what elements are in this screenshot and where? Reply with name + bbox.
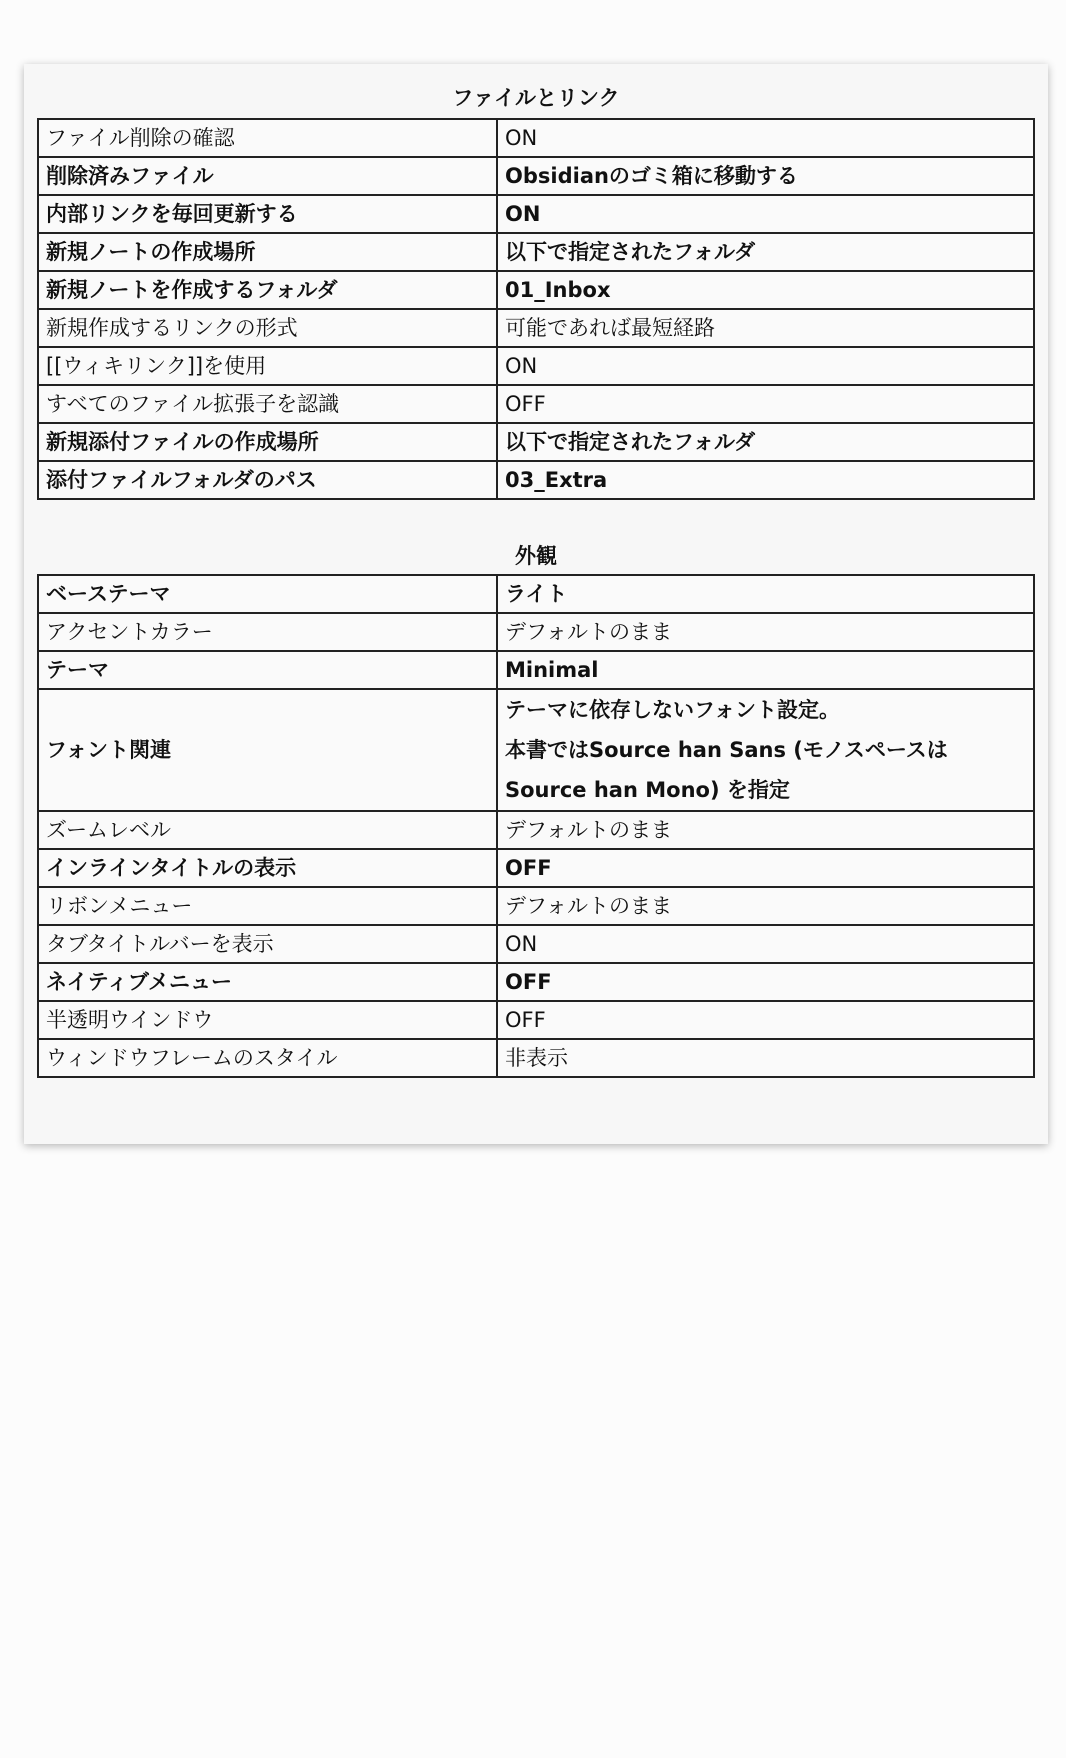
setting-label: ズームレベル xyxy=(38,811,497,849)
setting-label: アクセントカラー xyxy=(38,613,497,651)
setting-value: ON xyxy=(497,195,1034,233)
setting-value: Obsidianのゴミ箱に移動する xyxy=(497,157,1034,195)
table-row xyxy=(38,385,1034,423)
setting-value: 03_Extra xyxy=(497,461,1034,499)
table-row xyxy=(38,925,1034,963)
setting-value-line: 本書ではSource han Sans (モノスペースは xyxy=(505,738,948,762)
table-row xyxy=(38,963,1034,1001)
setting-value: ON xyxy=(497,347,1034,385)
setting-label: 新規ノートの作成場所 xyxy=(38,233,497,271)
setting-value: デフォルトのまま xyxy=(497,887,1034,925)
setting-label: ネイティブメニュー xyxy=(38,963,497,1001)
setting-label: [[ウィキリンク]]を使用 xyxy=(38,347,497,385)
setting-label: タブタイトルバーを表示 xyxy=(38,925,497,963)
setting-value: 以下で指定されたフォルダ xyxy=(497,233,1034,271)
settings-tables xyxy=(37,78,1035,1078)
setting-label: ファイル削除の確認 xyxy=(38,119,497,157)
table-row xyxy=(38,651,1034,689)
table-row xyxy=(38,347,1034,385)
setting-label: フォント関連 xyxy=(38,689,497,811)
table-row xyxy=(38,461,1034,499)
setting-value: デフォルトのまま xyxy=(497,613,1034,651)
setting-value: ON xyxy=(497,119,1034,157)
section-title-appearance: 外観 xyxy=(515,544,557,568)
table-row xyxy=(38,1001,1034,1039)
table-row xyxy=(38,271,1034,309)
setting-label: 新規添付ファイルの作成場所 xyxy=(38,423,497,461)
table-row xyxy=(38,119,1034,157)
setting-label: 削除済みファイル xyxy=(38,157,497,195)
setting-label: リボンメニュー xyxy=(38,887,497,925)
table-row xyxy=(38,575,1034,613)
setting-value: 可能であれば最短経路 xyxy=(497,309,1034,347)
setting-value-line: テーマに依存しないフォント設定。 xyxy=(505,698,840,722)
setting-label: ベーステーマ xyxy=(38,575,497,613)
table-row xyxy=(38,423,1034,461)
setting-value: OFF xyxy=(497,849,1034,887)
setting-label: ウィンドウフレームのスタイル xyxy=(38,1039,497,1077)
setting-label: テーマ xyxy=(38,651,497,689)
table-row xyxy=(38,309,1034,347)
setting-value: OFF xyxy=(497,963,1034,1001)
setting-label: 半透明ウインドウ xyxy=(38,1001,497,1039)
section-spacer xyxy=(37,500,1035,538)
table-row xyxy=(38,887,1034,925)
setting-label: 添付ファイルフォルダのパス xyxy=(38,461,497,499)
setting-value: 以下で指定されたフォルダ xyxy=(497,423,1034,461)
settings-table-card xyxy=(24,64,1048,1144)
setting-value xyxy=(497,689,1034,811)
setting-label: すべてのファイル拡張子を認識 xyxy=(38,385,497,423)
table-row xyxy=(38,1039,1034,1077)
appearance-table xyxy=(37,574,1035,1078)
setting-value: OFF xyxy=(497,385,1034,423)
table-row xyxy=(38,689,1034,811)
table-row xyxy=(38,613,1034,651)
setting-label: 内部リンクを毎回更新する xyxy=(38,195,497,233)
setting-value: ON xyxy=(497,925,1034,963)
table-row xyxy=(38,811,1034,849)
setting-label: インラインタイトルの表示 xyxy=(38,849,497,887)
setting-value: Minimal xyxy=(497,651,1034,689)
table-row xyxy=(38,195,1034,233)
setting-value: ライト xyxy=(497,575,1034,613)
setting-value: OFF xyxy=(497,1001,1034,1039)
section-title-files-links: ファイルとリンク xyxy=(452,86,620,110)
setting-value: 01_Inbox xyxy=(497,271,1034,309)
table-row xyxy=(38,233,1034,271)
setting-label: 新規ノートを作成するフォルダ xyxy=(38,271,497,309)
table-row xyxy=(38,849,1034,887)
files-links-table xyxy=(37,118,1035,500)
setting-label: 新規作成するリンクの形式 xyxy=(38,309,497,347)
setting-value: 非表示 xyxy=(497,1039,1034,1077)
table-row xyxy=(38,157,1034,195)
setting-value-line: Source han Mono) を指定 xyxy=(505,778,790,802)
setting-value: デフォルトのまま xyxy=(497,811,1034,849)
